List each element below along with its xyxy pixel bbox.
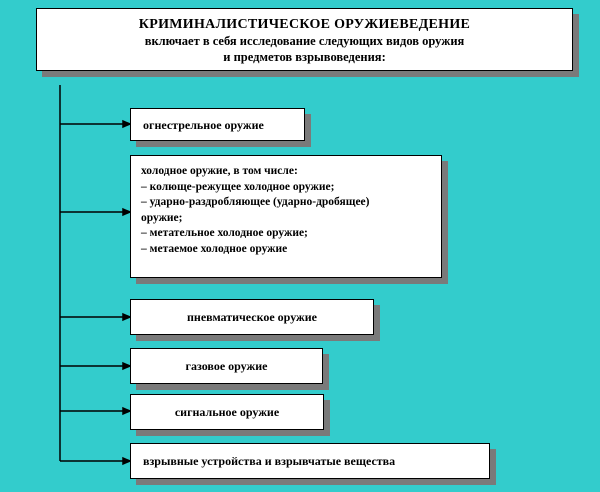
- title-heading: КРИМИНАЛИСТИЧЕСКОЕ ОРУЖИЕВЕДЕНИЕ: [138, 17, 471, 32]
- box-signal: [130, 394, 324, 430]
- box-firearms: [130, 108, 305, 141]
- box-gas-label: газовое оружие: [185, 359, 268, 373]
- box-explosives-label: взрывные устройства и взрывчатые вещества: [143, 454, 396, 468]
- box-gas: [130, 348, 323, 384]
- title-subtitle-1: включает в себя исследование следующих видов оружия: [144, 34, 465, 48]
- cold-weapons-line-6: – метаемое холодное оружие: [141, 242, 288, 255]
- arrows: [60, 121, 130, 464]
- box-firearms-label: огнестрельное оружие: [143, 117, 264, 132]
- box-pneumatic-label: пневматическое оружие: [187, 310, 317, 324]
- title-box: [36, 8, 573, 71]
- title-subtitle-2: и предметов взрывоведения:: [223, 50, 386, 64]
- box-explosives: [130, 443, 490, 479]
- cold-weapons-line-5: – метательное холодное оружие;: [141, 227, 308, 239]
- cold-weapons-line-4: оружие;: [141, 211, 183, 224]
- box-signal-label: сигнальное оружие: [174, 405, 280, 419]
- cold-weapons-line-3: – ударно-раздробляющее (ударно-дробящее): [141, 196, 370, 208]
- cold-weapons-line-1: холодное оружие, в том числе:: [141, 165, 298, 177]
- cold-weapons-line-2: – колюще-режущее холодное оружие;: [141, 180, 335, 193]
- box-cold-weapons: [130, 155, 442, 278]
- box-pneumatic: [130, 299, 374, 335]
